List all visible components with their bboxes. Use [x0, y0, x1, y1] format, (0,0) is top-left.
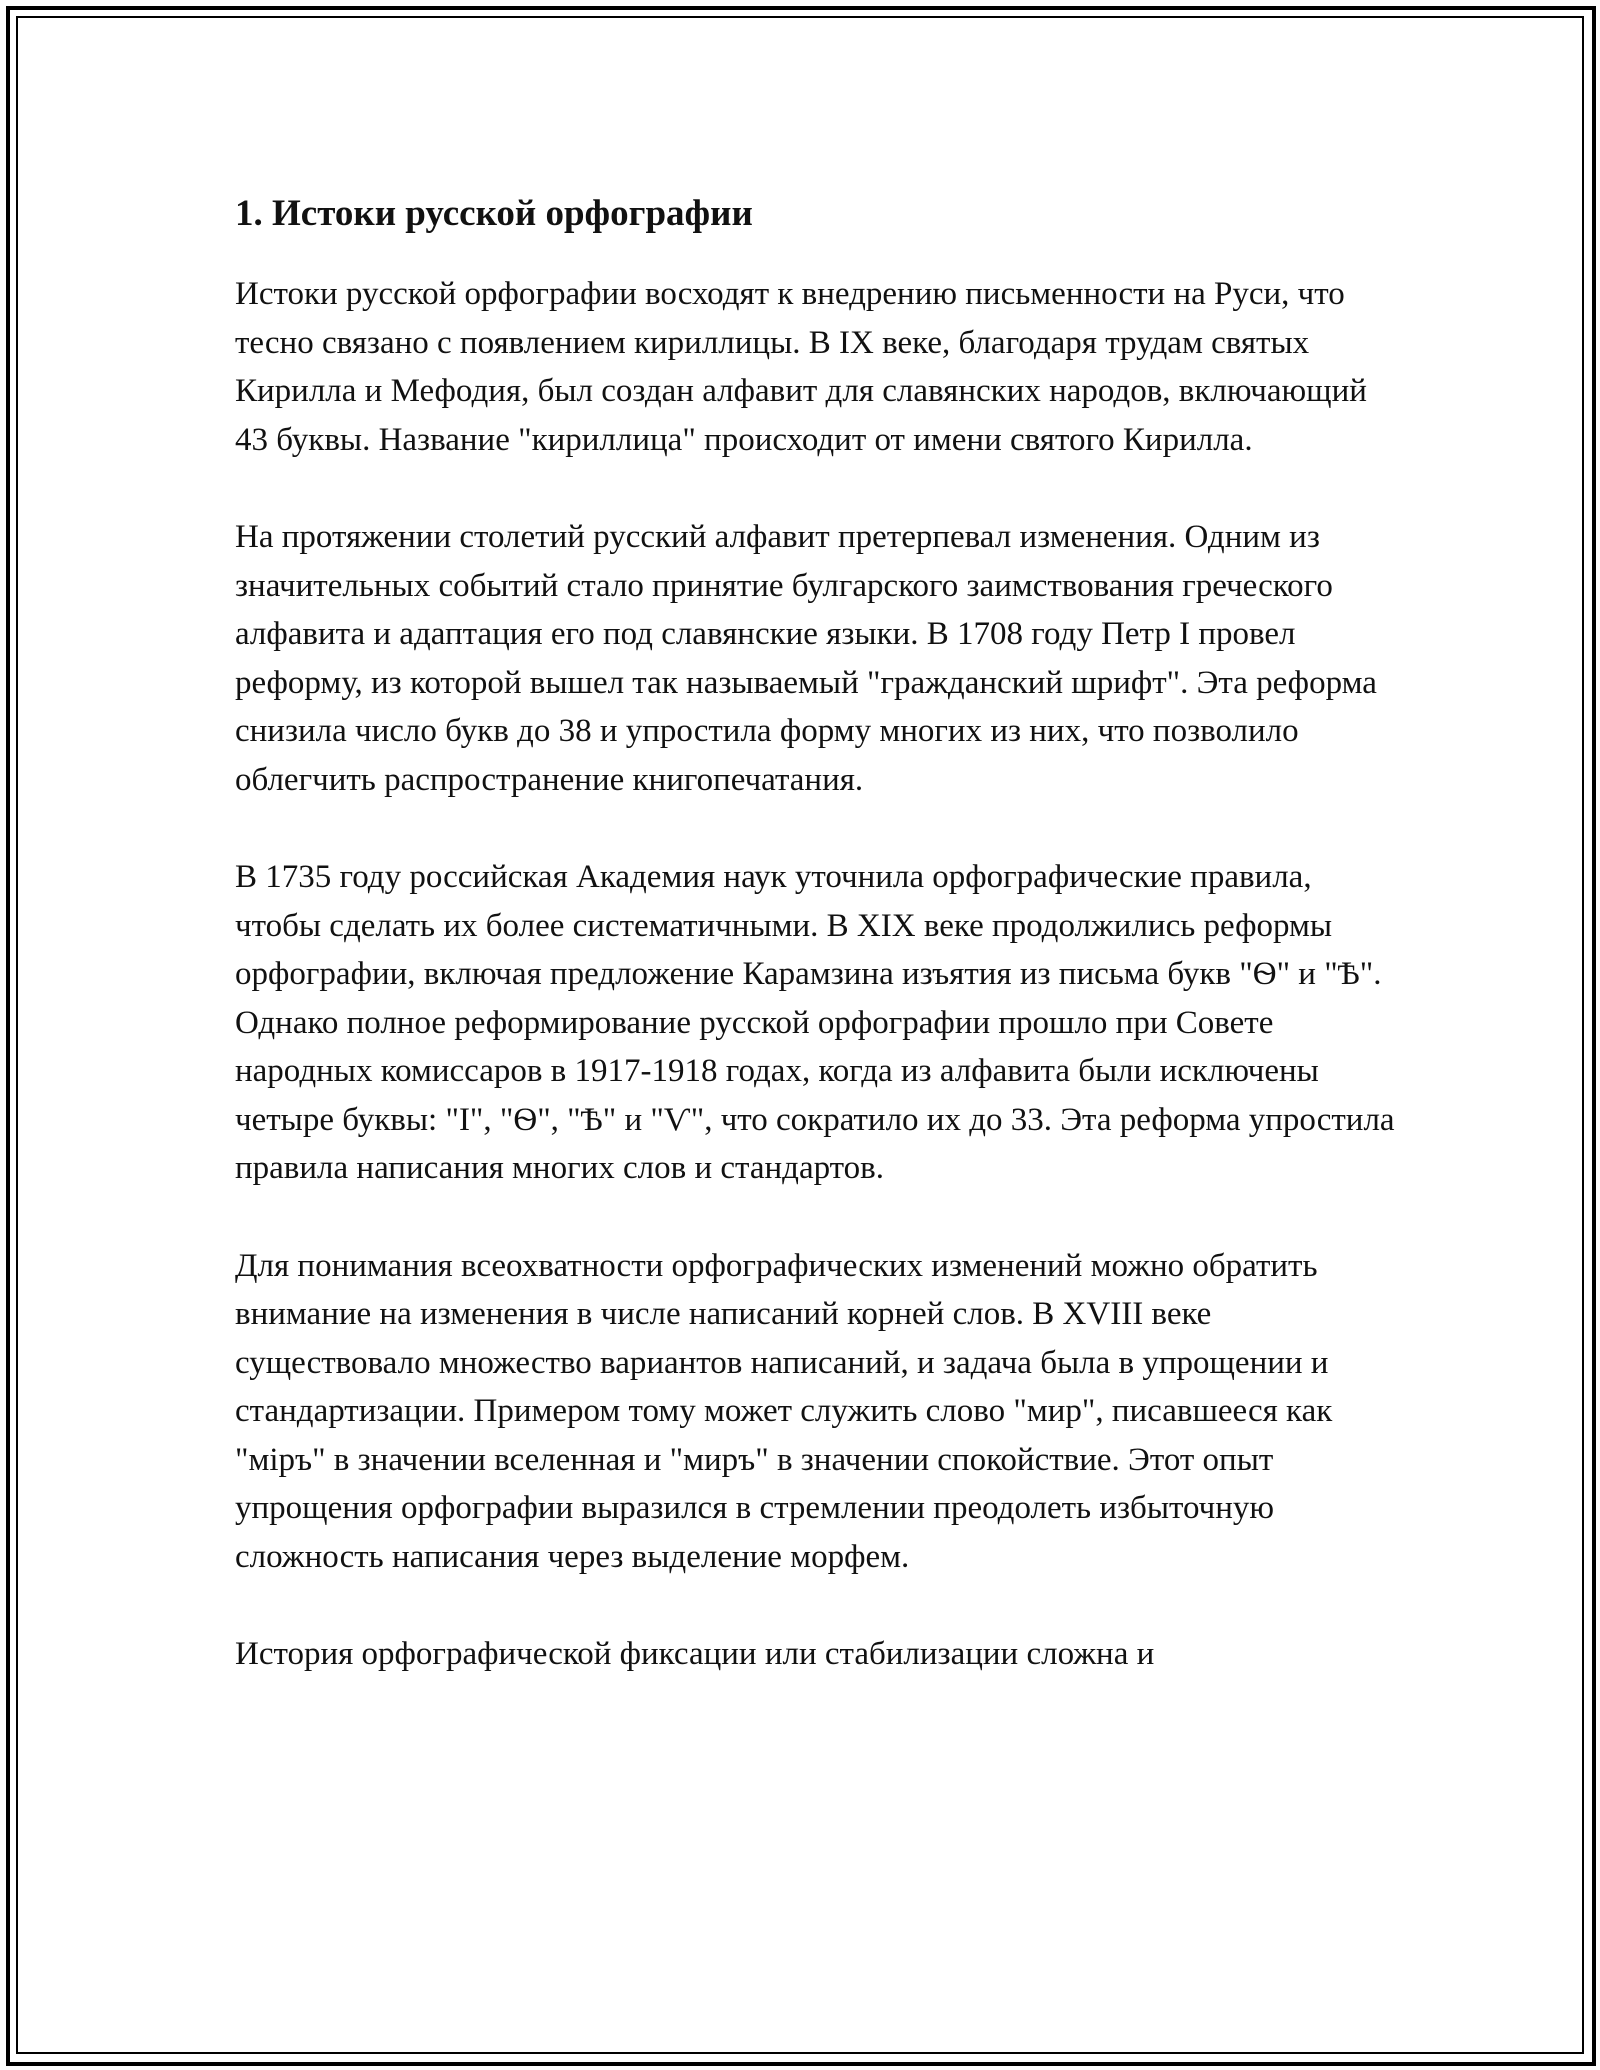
paragraph-4: Для понимания всеохватности орфографических изменений можно обратить внимание на изменения в числе написаний корней слов. В XVIII веке существовало множество вариантов написаний, и задача была в упрощении и стандартизации. Примером тому может служить слово "мир", писавшееся как "міръ" в значении вселенная и "миръ" в значении спокойствие. Этот опыт упрощения орфографии выразился в стремлении преодолеть избыточную сложность написания через выделение морфем. [235, 1247, 1333, 1575]
paragraph-5: История орфографической фиксации или стабилизации сложна и [235, 1636, 1155, 1672]
paragraph-2: На протяжении столетий русский алфавит претерпевал изменения. Одним из значительных событий стало принятие булгарского заимствования греческого алфавита и адаптация его под славянские языки. В 1708 году Петр I провел реформу, из которой вышел так называемый "гражданский шрифт". Эта реформа снизила число букв до 38 и упростила форму многих из них, что позволило облегчить распространение книгопечатания. [235, 519, 1377, 798]
section-heading: 1. Истоки русской орфографии [235, 193, 753, 234]
document-body [235, 186, 1395, 1728]
paragraph-3: В 1735 году российская Академия наук уточнила орфографические правила, чтобы сделать их более систематичными. В XIX веке продолжились реформы орфографии, включая предложение Карамзина изъятия из письма букв "Ѳ" и "Ѣ". Однако полное реформирование русской орфографии прошло при Совете народных комиссаров в 1917-1918 годах, когда из алфавита были исключены четыре буквы: "I", "Ѳ", "Ѣ" и "Ѵ", что сократило их до 33. Эта реформа упростила правила написания многих слов и стандартов. [235, 859, 1395, 1186]
paragraph-1: Истоки русской орфографии восходят к внедрению письменности на Руси, что тесно связано с появлением кириллицы. В IX веке, благодаря трудам святых Кирилла и Мефодия, был создан алфавит для славянских народов, включающий 43 буквы. Название "кириллица" происходит от имени святого Кирилла. [235, 276, 1367, 458]
